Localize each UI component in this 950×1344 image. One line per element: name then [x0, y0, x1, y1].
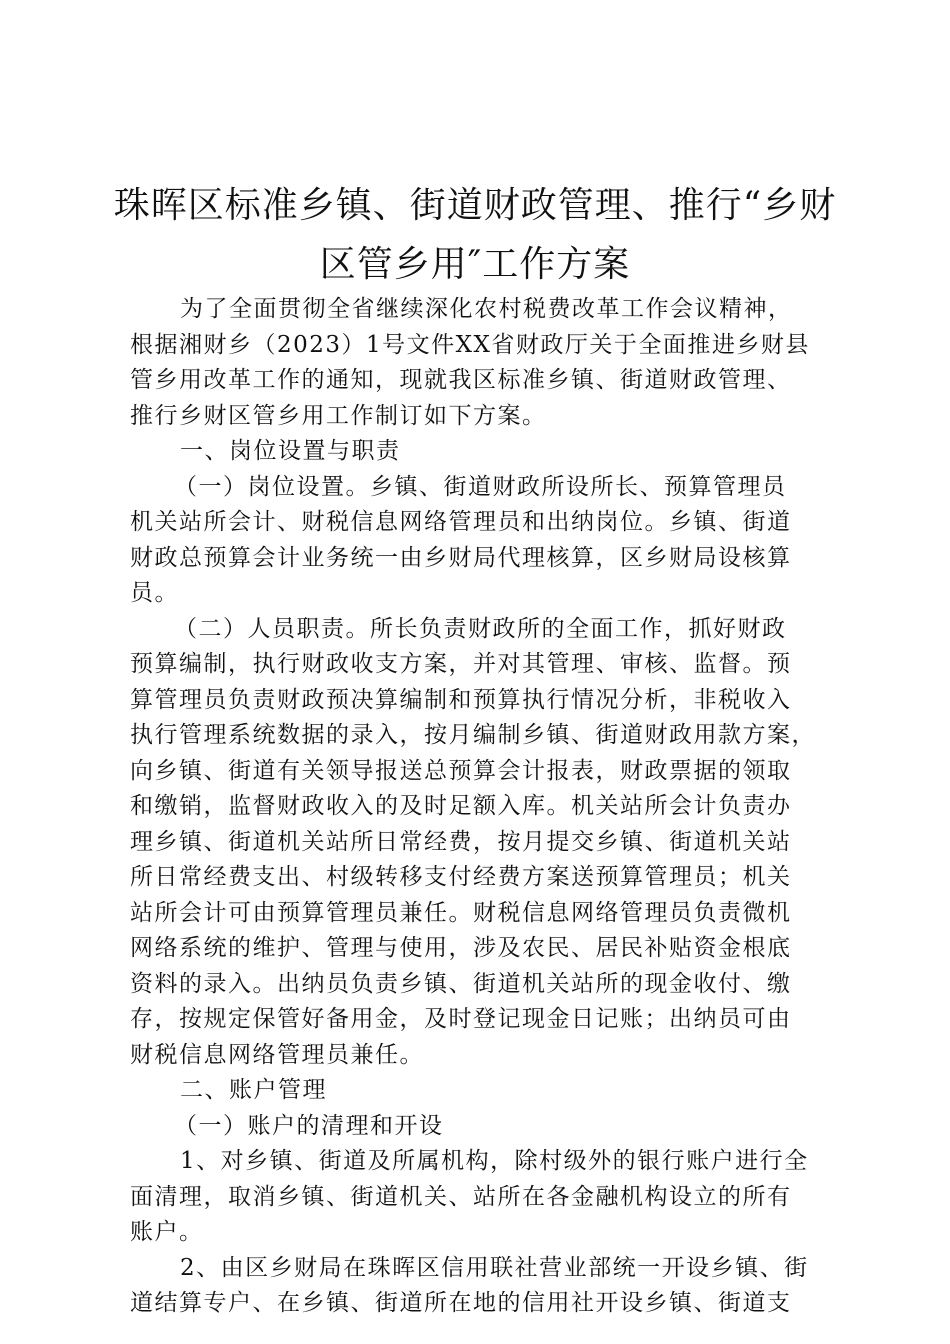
- paragraph-line: 账户。: [130, 1219, 204, 1245]
- paragraph-line: 道结算专户、在乡镇、街道所在地的信用社开设乡镇、街道支: [130, 1290, 792, 1316]
- document-title-line-1: 珠晖区标准乡镇、街道财政管理、推行“乡财: [113, 185, 837, 226]
- subsection-heading: （一）账户的清理和开设: [174, 1112, 444, 1139]
- paragraph-line: 员。: [130, 580, 179, 606]
- section-heading: 二、账户管理: [180, 1077, 327, 1103]
- paragraph-line: 2、由区乡财局在珠晖区信用联社营业部统一开设乡镇、街: [180, 1254, 809, 1281]
- paragraph-line: 执行管理系统数据的录入，按月编制乡镇、街道财政用款方案，: [130, 722, 816, 748]
- paragraph-line: 和缴销，监督财政收入的及时足额入库。机关站所会计负责办: [130, 793, 792, 819]
- paragraph-line: 网络系统的维护、管理与使用，涉及农民、居民补贴资金根底: [130, 935, 792, 961]
- paragraph-line: 存，按规定保管好备用金，及时登记现金日记账；出纳员可由: [130, 1006, 792, 1032]
- paragraph-line: 1、对乡镇、街道及所属机构，除村级外的银行账户进行全: [180, 1148, 809, 1174]
- paragraph-line: （一）岗位设置。乡镇、街道财政所设所长、预算管理员: [174, 473, 787, 500]
- paragraph-line: 为了全面贯彻全省继续深化农村税费改革工作会议精神，: [180, 296, 793, 322]
- paragraph-line: 所日常经费支出、村级转移支付经费方案送预算管理员；机关: [130, 864, 792, 890]
- paragraph-line: 面清理，取消乡镇、街道机关、站所在各金融机构设立的所有: [130, 1183, 792, 1210]
- paragraph-line: 推行乡财区管乡用工作制订如下方案。: [130, 402, 547, 429]
- paragraph-line: 资料的录入。出纳员负责乡镇、街道机关站所的现金收付、缴: [130, 970, 792, 997]
- paragraph-line: 预算编制，执行财政收支方案，并对其管理、审核、监督。预: [130, 651, 792, 677]
- paragraph-line: 算管理员负责财政预决算编制和预算执行情况分析，非税收入: [130, 686, 792, 713]
- paragraph-line: 机关站所会计、财税信息网络管理员和出纳岗位。乡镇、街道: [130, 509, 792, 535]
- paragraph-line: （二）人员职责。所长负责财政所的全面工作，抓好财政: [174, 615, 787, 642]
- paragraph-line: 管乡用改革工作的通知，现就我区标准乡镇、街道财政管理、: [130, 367, 792, 393]
- document-body: [130, 292, 830, 1322]
- paragraph-line: 根据湘财乡（2023）1号文件XX省财政厅关于全面推进乡财县: [130, 331, 810, 358]
- paragraph-line: 财税信息网络管理员兼任。: [130, 1041, 424, 1068]
- paragraph-line: 理乡镇、街道机关站所日常经费，按月提交乡镇、街道机关站: [130, 828, 792, 855]
- paragraph-line: 站所会计可由预算管理员兼任。财税信息网络管理员负责微机: [130, 899, 792, 926]
- paragraph-line: 财政总预算会计业务统一由乡财局代理核算，区乡财局设核算: [130, 544, 792, 571]
- section-heading: 一、岗位设置与职责: [180, 438, 401, 464]
- document-title-line-2: 区管乡用″工作方案: [319, 244, 631, 285]
- paragraph-line: 向乡镇、街道有关领导报送总预算会计报表，财政票据的领取: [130, 757, 792, 784]
